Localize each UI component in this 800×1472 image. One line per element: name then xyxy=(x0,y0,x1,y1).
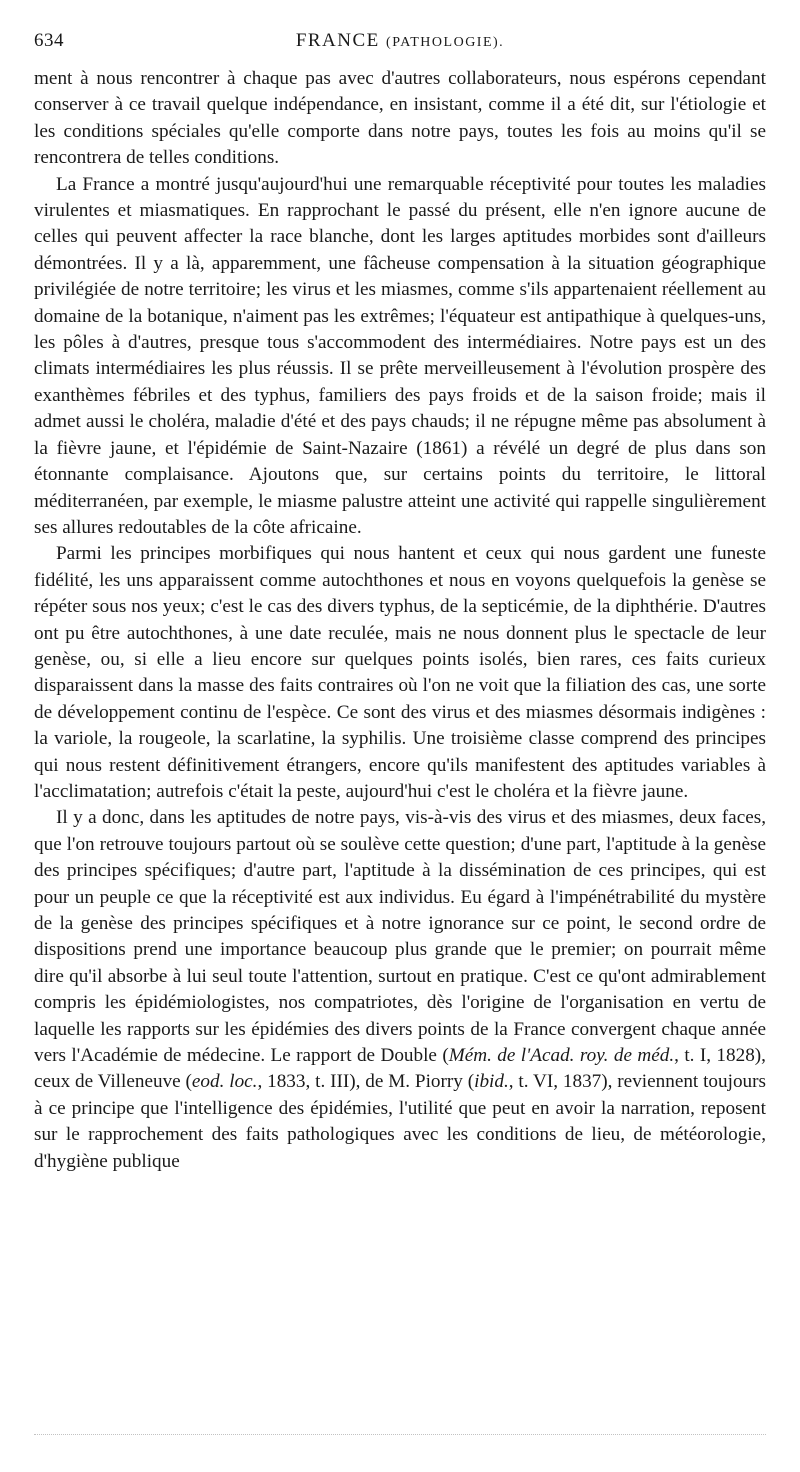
body-text xyxy=(34,66,766,1175)
paragraph-text: Parmi les principes morbifiques qui nous hantent et ceux qui nous gardent une funeste fidélité, les uns apparaissent comme autochthones et nous en voyons quelquefois la genèse se répéter sous nos yeux; c'est le cas des divers typhus, de la septicémie, de la diphthérie. D'autres ont pu être autochthones, à une date reculée, mais ne nous donnent plus le spectacle de leur genèse, ou, si elle a lieu encore sur quelques points isolés, bien rares, ces faits curieux disparaissent dans la masse des faits contraires où l'on ne voit que la filiation des cas, une sorte de développement continu de l'espèce. Ce sont des virus et des miasmes désormais indigènes : la variole, la rougeole, la scarlatine, la syphilis. Une troisième classe comprend des principes qui nous restent définitivement étrangers, encore qu'ils manifestent des aptitudes variables à l'acclimatation; autrefois c'était la peste, aujourd'hui c'est le choléra et la fièvre jaune. xyxy=(34,543,766,802)
paragraph-text: La France a montré jusqu'aujourd'hui une remarquable réceptivité pour toutes les maladies virulentes et miasmatiques. En rapprochant le passé du présent, elle n'en ignore aucune de celles qui peuvent affecter la race blanche, dont les larges aptitudes morbides sont d'ailleurs démontrées. Il y a là, apparemment, une fâcheuse compensation à la situation géographique privilégiée de notre territoire; les virus et les miasmes, comme s'ils appartenaient réellement au domaine de la botanique, n'aiment pas les extrêmes; l'équateur est antipathique à quelques-uns, les pôles à d'autres, presque tous s'accommodent des intermédiaires. Notre pays est un des climats intermédiaires les plus réussis. Il se prête merveilleusement à l'évolution prospère des exanthèmes fébriles et des typhus, familiers des pays froids et de la saison froide; mais il admet aussi le choléra, maladie d'été et des pays chauds; il ne répugne même pas absolument à la fièvre jaune, et l'épidémie de Saint-Nazaire (1861) a révélé un degré de plus dans son étonnante complaisance. Ajoutons que, sur certains points du territoire, le littoral méditerranéen, par exemple, le miasme palustre atteint une activité qui rappelle singulièrement ses allures redoutables de la côte africaine. xyxy=(34,173,766,538)
paragraph-text: , t. VI, 1837), reviennent toujours à ce principe que l'intelligence des épidémies, l'utilité que peut en avoir la narration, reposent sur le rapprochement des faits pathologiques avec les conditions de lieu, de météorologie, d'hygiène publique xyxy=(34,1071,766,1172)
paragraph xyxy=(34,805,766,1175)
paragraph-text: , 1833, t. III), de M. Piorry ( xyxy=(257,1071,475,1093)
paragraph-text: Il y a donc, dans les aptitudes de notre pays, vis-à-vis des virus et des miasmes, deux faces, que l'on retrouve toujours partout où se soulève cette question; d'une part, l'aptitude à la genèse des principes spécifiques; d'autre part, l'aptitude à la dissémination de ces principes, qui est pour un peuple ce que la réceptivité est aux individus. Eu égard à l'impénétrabilité du mystère de la genèse des principes spécifiques et à notre ignorance sur ce point, le second ordre de dispositions prend une importance beaucoup plus grande que le premier; on pourrait même dire qu'il absorbe à lui seul toute l'attention, surtout en pratique. C'est ce qu'ont admirablement compris les épidémiologistes, nos compatriotes, dès l'origine de l'organisation en vertu de laquelle les rapports sur les épidémies des divers points de la France convergent chaque année vers l'Académie de médecine. Le rapport de Double ( xyxy=(34,807,766,1067)
page-number: 634 xyxy=(34,30,64,51)
running-head xyxy=(34,30,766,56)
running-title-sub: (PATHOLOGIE). xyxy=(386,35,505,50)
citation-italic: ibid. xyxy=(474,1071,509,1093)
citation-italic: Mém. de l'Acad. roy. de méd. xyxy=(448,1045,675,1067)
paragraph-text: ment à nous rencontrer à chaque pas avec d'autres collaborateurs, nous espérons cependant conserver à ce travail quelque indépendance, en insistant, comme il a été dit, sur l'étiologie et les conditions spéciales qu'elle comporte dans notre pays, toutes les fois au moins qu'il se rencontrera de telles conditions. xyxy=(34,68,766,169)
page xyxy=(34,30,766,1175)
paragraph-text: , t. I, 1828), ceux de Villeneuve ( xyxy=(34,1045,766,1093)
footer-rule xyxy=(34,1434,766,1435)
paragraph xyxy=(34,172,766,542)
citation-italic: eod. loc. xyxy=(191,1071,258,1093)
paragraph xyxy=(34,66,766,172)
paragraph xyxy=(34,541,766,805)
running-title-main: FRANCE xyxy=(295,30,380,51)
running-title xyxy=(34,30,766,52)
